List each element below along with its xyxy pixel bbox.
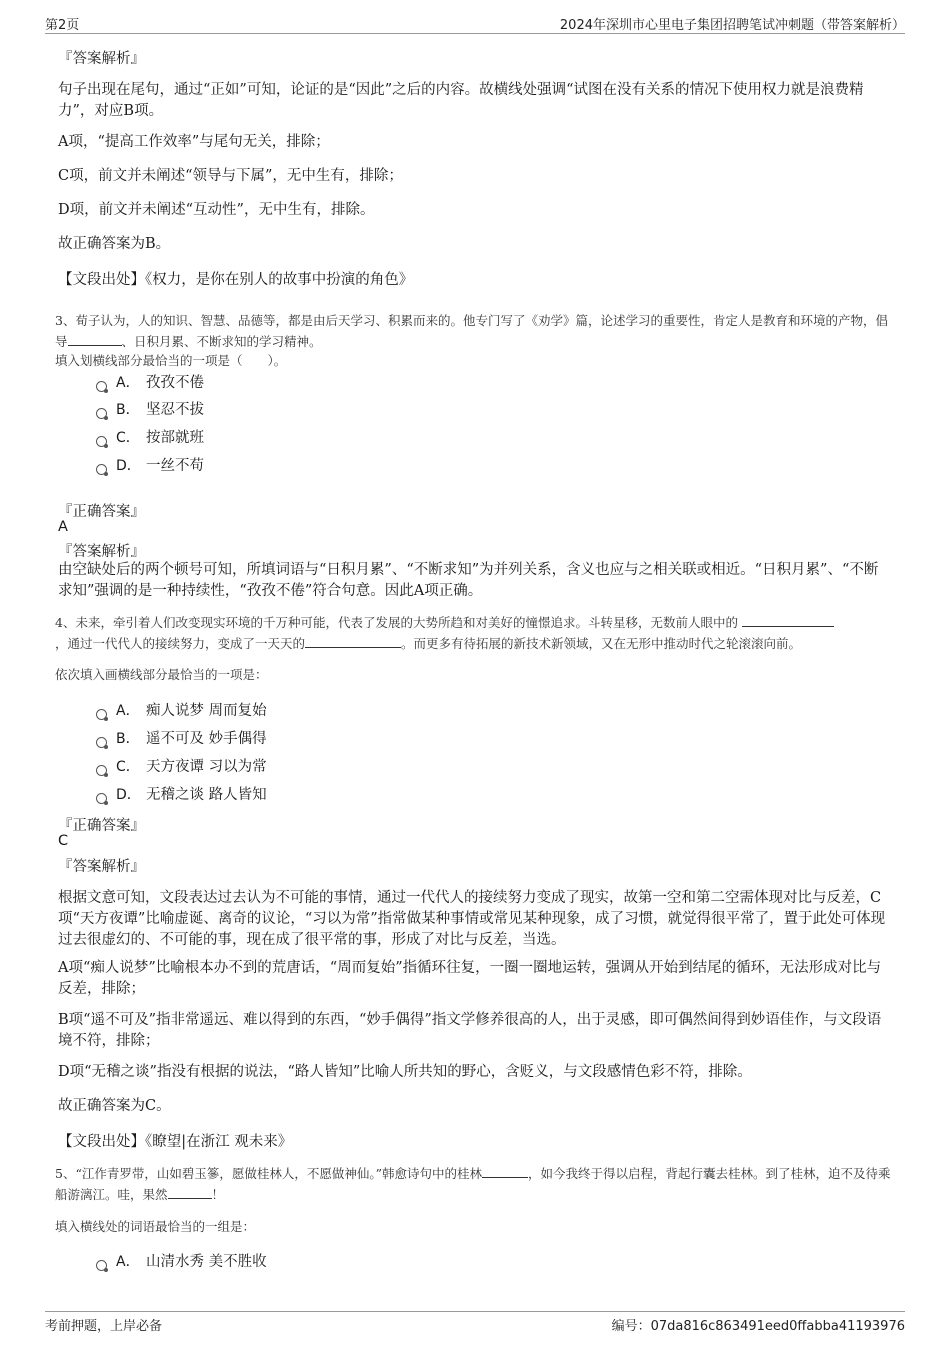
header-rule: [45, 33, 905, 34]
q5-blank-2: [168, 1184, 212, 1199]
q3-analysis-label: 『答案解析』: [58, 544, 145, 560]
document-title: 2024年深圳市心里电子集团招聘笔试冲刺题（带答案解析）: [559, 18, 905, 33]
source-label: 【文段出处】: [58, 1134, 145, 1150]
radio-icon[interactable]: [96, 436, 107, 447]
q2-analysis-paragraph: 句子出现在尾句，通过“正如”可知，论证的是“因此”之后的内容。故横线处强调“试图在没有关系的情况下使用权力就是浪费精力”，对应B项。: [58, 82, 864, 119]
q2-source-title: 《权力，是你在别人的故事中扮演的角色》: [145, 272, 414, 288]
q2-source: [58, 268, 413, 289]
option-text: 遥不可及 妙手偶得: [146, 731, 267, 747]
option-text: 孜孜不倦: [146, 375, 204, 391]
q4-prompt: 依次填入画横线部分最恰当的一项是：: [55, 667, 268, 682]
option-letter: B．: [116, 731, 140, 747]
q4-option-d[interactable]: [96, 785, 267, 805]
option-letter: B．: [116, 402, 140, 418]
q4-correct-answer: C: [58, 833, 69, 849]
option-text: 痴人说梦 周而复始: [146, 703, 267, 719]
q4-blank-2: [305, 633, 401, 648]
document-id: 编号：07da816c863491eed0ffabba41193976: [611, 1319, 905, 1334]
q2-option-c-note: C项，前文并未阐述“领导与下属”，无中生有，排除；: [58, 168, 403, 184]
q3-option-b[interactable]: [96, 400, 204, 420]
option-text: 按部就班: [146, 430, 204, 446]
q4-analysis-main: 根据文意可知，文段表达过去认为不可能的事情，通过一代代人的接续努力变成了现实，故第一空和第二空需体现对比与反差，C项“天方夜谭”比喻虚诞、离奇的议论，“习以为常”指常做某种事情或常见某种现象，成了习惯，就觉得很平常了，置于此处可体现过去很虚幻的、不可能的事，现在成了很平常的事，形成了对比与反差，当选。: [58, 890, 886, 948]
q3-option-c[interactable]: [96, 428, 204, 448]
q5-stem-part-3: ！: [211, 1187, 225, 1202]
radio-icon[interactable]: [96, 381, 107, 392]
option-letter: C．: [116, 759, 140, 775]
radio-icon[interactable]: [96, 765, 107, 776]
q5-stem-part-2: ，如今我终于得以启程，背起行囊去桂林。到了桂林，迫不及待乘船游漓江。哇，果然: [55, 1166, 891, 1202]
radio-icon[interactable]: [96, 709, 107, 720]
q4-stem-part-1: 4、未来，牵引着人们改变现实环境的千万种可能，代表了发展的大势所趋和对美好的憧憬追求。斗转星移，无数前人眼中的: [55, 615, 738, 630]
q4-option-b[interactable]: [96, 729, 267, 749]
option-letter: D．: [116, 787, 141, 803]
q4-stem-part-2: ，通过一代代人的接续努力，变成了一天天的: [55, 636, 306, 651]
q4-analysis-option-a: A项“痴人说梦”比喻根本办不到的荒唐话，“周而复始”指循环往复，一圈一圈地运转，强调从开始到结尾的循环，无法形成对比与反差，排除；: [58, 960, 882, 997]
footer-rule: [45, 1311, 905, 1312]
option-text: 无稽之谈 路人皆知: [146, 787, 267, 803]
source-label: 【文段出处】: [58, 272, 145, 288]
q2-option-a-note: A项，“提高工作效率”与尾句无关，排除；: [58, 134, 330, 150]
option-letter: C．: [116, 430, 140, 446]
q3-analysis: 由空缺处后的两个顿号可知，所填词语与“日积月累”、“不断求知”为并列关系，含义也应与之相关联或相近。“日积月累”、“不断求知”强调的是一种持续性，“孜孜不倦”符合句意。因此A项正确。: [58, 562, 879, 599]
q4-stem: [55, 612, 900, 654]
option-letter: A．: [116, 703, 140, 719]
q3-option-d[interactable]: [96, 456, 204, 476]
page-number: 第2页: [45, 18, 80, 33]
footer-slogan: 考前押题，上岸必备: [45, 1319, 163, 1334]
q2-option-d-note: D项，前文并未阐述“互动性”，无中生有，排除。: [58, 202, 375, 218]
q3-option-a[interactable]: [96, 373, 204, 393]
q5-stem-part-1: 5、“江作青罗带，山如碧玉篸，愿做桂林人，不愿做神仙。”韩愈诗句中的桂林: [55, 1166, 482, 1181]
q4-conclusion: 故正确答案为C。: [58, 1098, 171, 1114]
q4-option-a[interactable]: [96, 701, 267, 721]
q3-correct-answer: A: [58, 519, 68, 535]
q4-source-title: 《瞭望|在浙江 观未来》: [145, 1134, 293, 1150]
option-text: 一丝不苟: [146, 458, 204, 474]
q3-correct-answer-label: 『正确答案』: [58, 504, 145, 520]
q5-stem: [55, 1163, 900, 1205]
q3-blank: [68, 331, 122, 346]
q4-source: [58, 1130, 292, 1151]
option-text: 山清水秀 美不胜收: [146, 1254, 267, 1270]
q2-conclusion: 故正确答案为B。: [58, 236, 171, 252]
option-text: 坚忍不拔: [146, 402, 204, 418]
q4-correct-answer-label: 『正确答案』: [58, 818, 145, 834]
option-letter: D．: [116, 458, 141, 474]
q3-stem-part-2: 、日积月累、不断求知的学习精神。: [121, 334, 322, 349]
q4-option-c[interactable]: [96, 757, 267, 777]
q4-blank-1: [742, 612, 834, 627]
q5-blank-1: [482, 1163, 528, 1178]
q4-stem-part-3: 。而更多有待拓展的新技术新领域，又在无形中推动时代之轮滚滚向前。: [401, 636, 802, 651]
q4-analysis-label: 『答案解析』: [58, 859, 145, 875]
q3-stem: [55, 311, 900, 352]
q5-option-a[interactable]: [96, 1252, 267, 1272]
option-letter: A．: [116, 375, 140, 391]
q3-stem-part-1: 3、荀子认为，人的知识、智慧、品德等，都是由后天学习、积累而来的。他专门写了《劝学》篇，论述学习的重要性，肯定人是教育和环境的产物，倡导: [55, 313, 888, 349]
q3-prompt: 填入划横线部分最恰当的一项是（ ）。: [55, 353, 287, 368]
q4-analysis-option-b: B项“遥不可及”指非常遥远、难以得到的东西，“妙手偶得”指文学修养很高的人，出于灵感，即可偶然间得到妙语佳作，与文段语境不符，排除；: [58, 1012, 882, 1049]
radio-icon[interactable]: [96, 737, 107, 748]
radio-icon[interactable]: [96, 464, 107, 475]
q4-analysis-option-d: D项“无稽之谈”指没有根据的说法，“路人皆知”比喻人所共知的野心，含贬义，与文段感情色彩不符，排除。: [58, 1064, 752, 1080]
option-letter: A．: [116, 1254, 140, 1270]
radio-icon[interactable]: [96, 1260, 107, 1271]
option-text: 天方夜谭 习以为常: [146, 759, 267, 775]
analysis-label: 『答案解析』: [58, 51, 145, 67]
radio-icon[interactable]: [96, 408, 107, 419]
radio-icon[interactable]: [96, 793, 107, 804]
q5-prompt: 填入横线处的词语最恰当的一组是：: [55, 1219, 256, 1234]
